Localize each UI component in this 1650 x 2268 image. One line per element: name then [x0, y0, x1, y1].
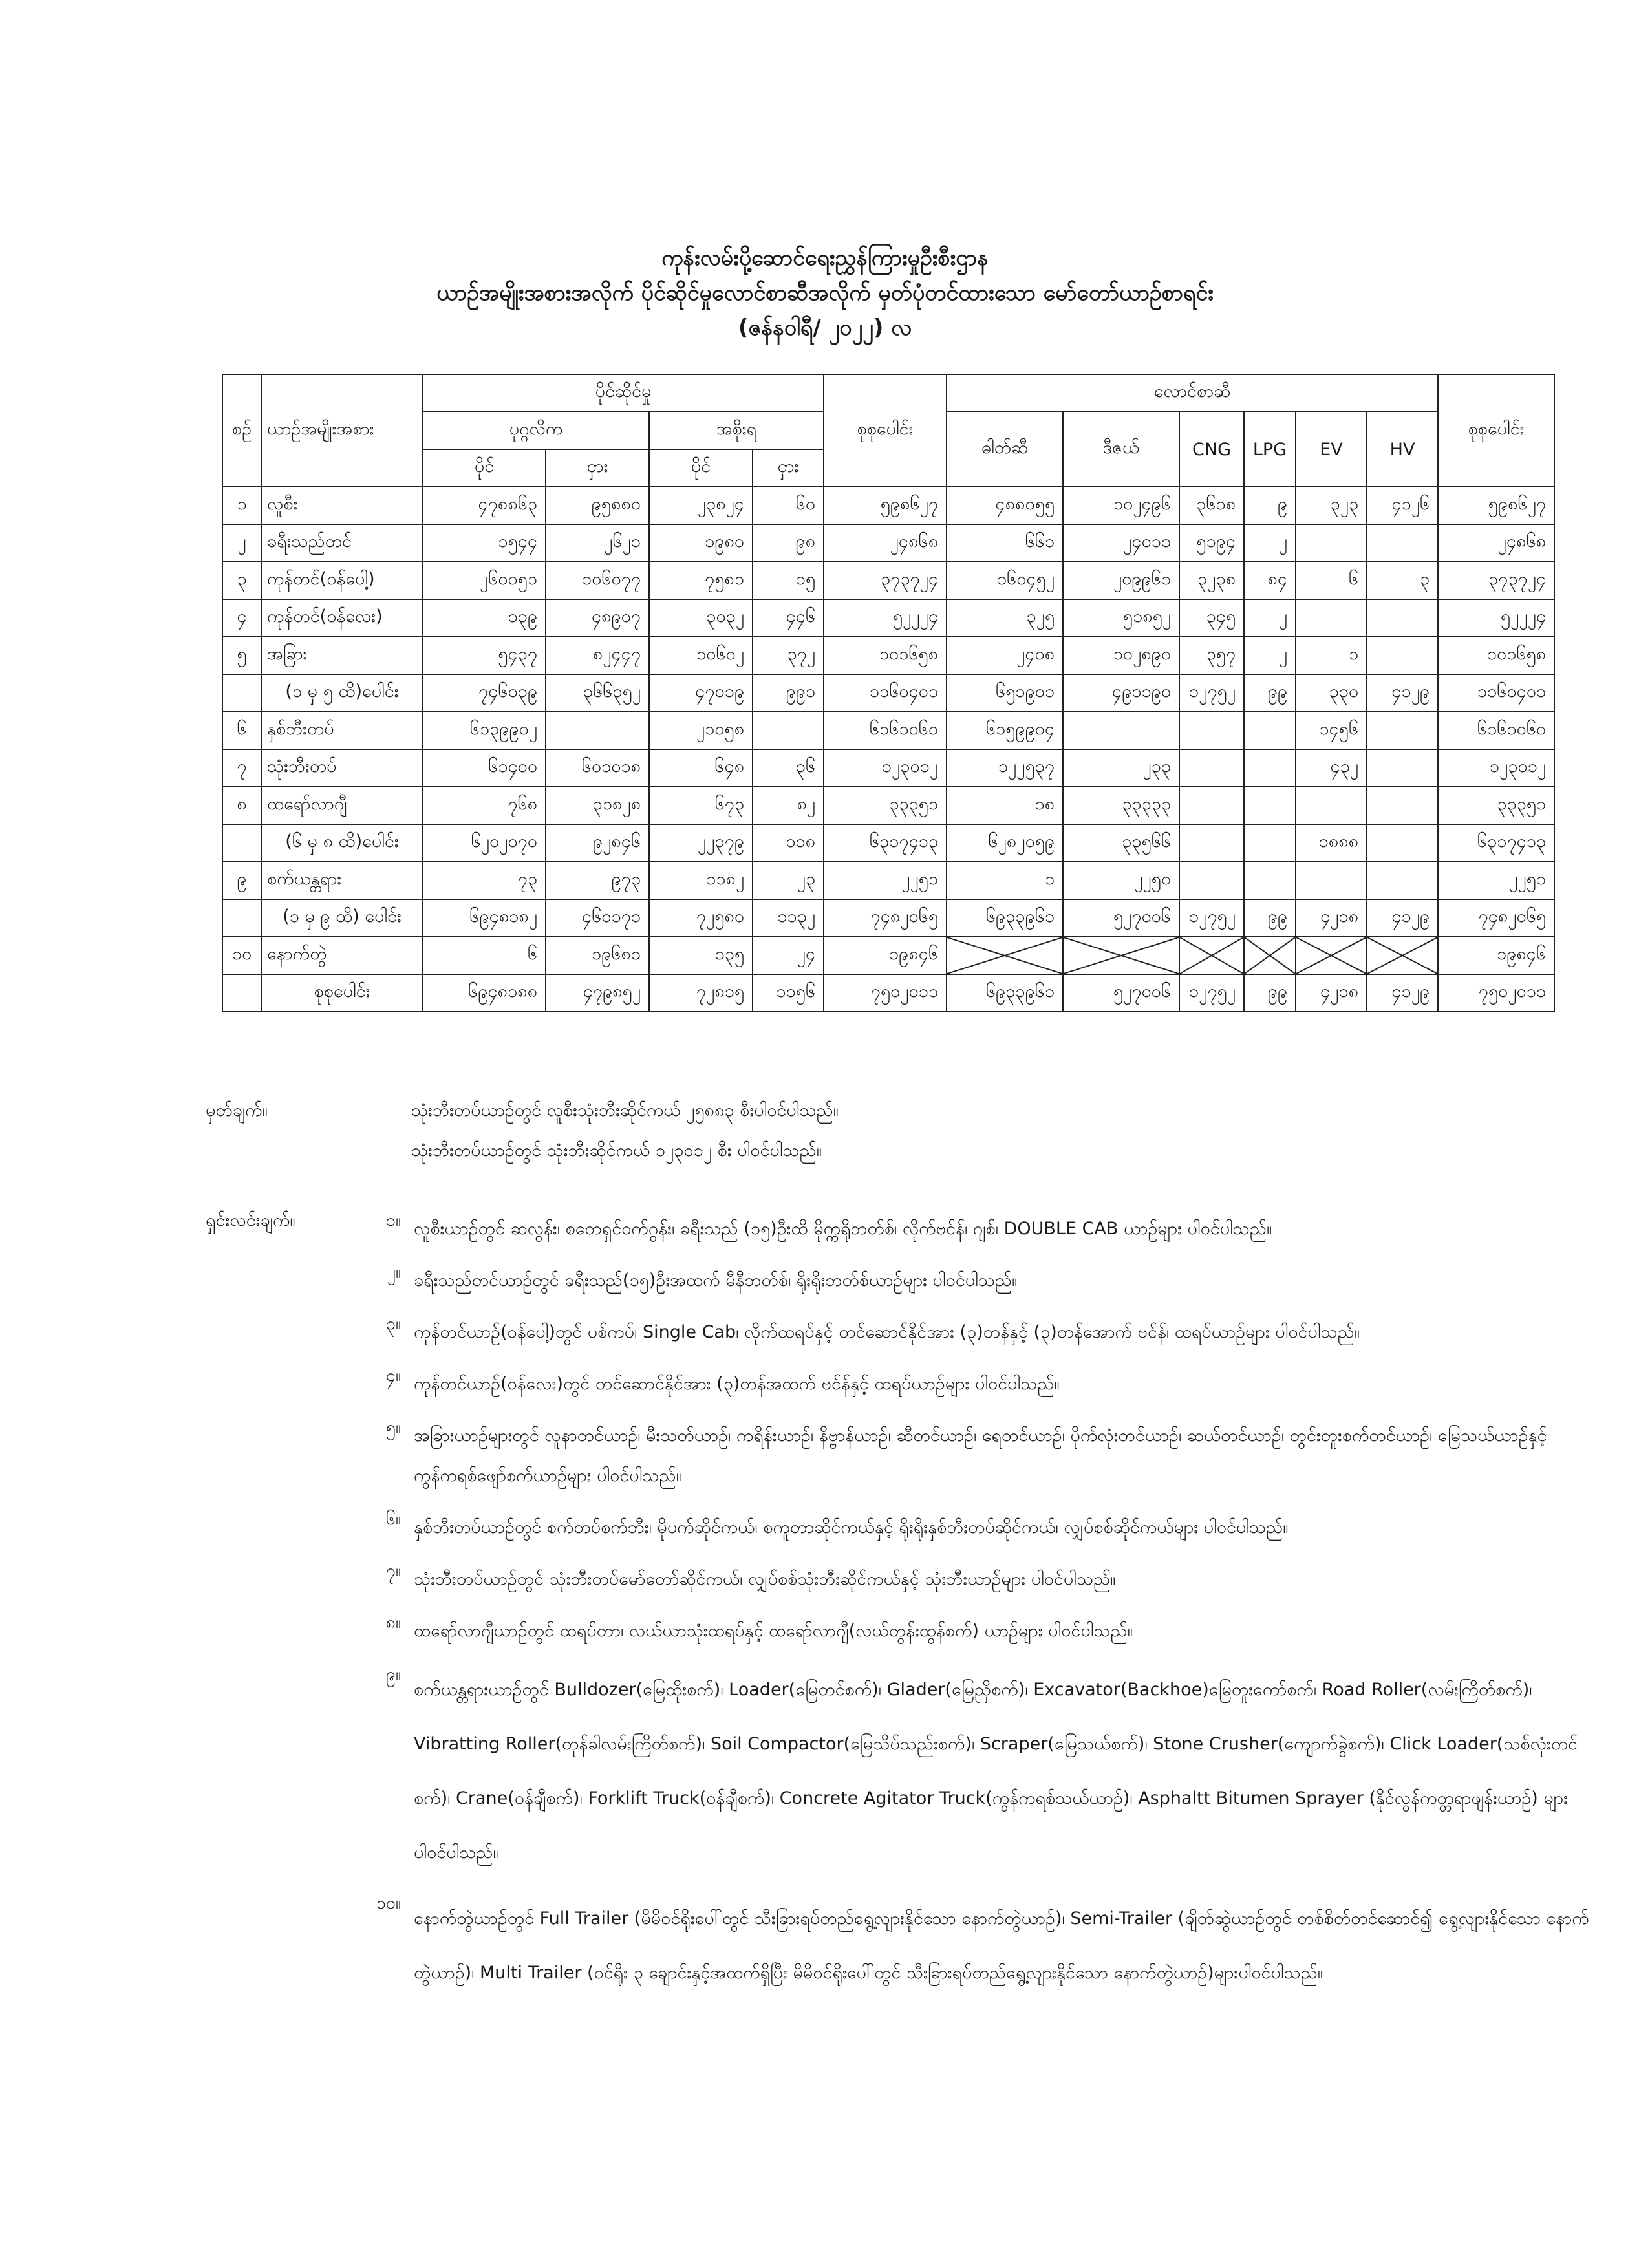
- report-period: (ဇန်နဝါရီ/ ၂၀၂၂) လ: [738, 315, 912, 341]
- cell-ev: ၃၃၀: [1296, 674, 1367, 712]
- row-number: ၄: [222, 599, 261, 637]
- explanation-number: ၅။: [385, 1417, 401, 1437]
- table-row: [222, 637, 1554, 674]
- cell-private-rented: [546, 712, 649, 749]
- row-number: [222, 974, 261, 1012]
- cell-grand-total: ၇၅၀၂၀၁၁: [1438, 974, 1554, 1012]
- header-total: စုစုပေါင်း: [824, 374, 947, 487]
- cell-petrol: ၁၂၂၅၃၇: [947, 749, 1063, 787]
- explanations-label: ရှင်းလင်းချက်။: [206, 1210, 295, 1230]
- cell-total: ၂၂၅၁: [824, 862, 947, 899]
- table-row: [222, 599, 1554, 637]
- cell-lpg: ၂: [1244, 637, 1296, 674]
- explanation-text: နောက်တွဲယာဉ်တွင် Full Trailer (မိမိဝင်ရိုးပေါ်တွင် သီးခြားရပ်တည်ရွေ့လျားနိုင်သော နောက်တွဲယာဉ်)၊ Semi-Trailer (ချိတ်ဆွဲယာဉ်တွင် တစ်စိတ်တင်ဆောင်၍ ရွေ့လျားနိုင်သော နောက်တွဲယာဉ်)၊ Multi Trailer (ဝင်ရိုး ၃ ချောင်းနှင့်အထက်ရှိပြီး မိမိဝင်ရိုးပေါ်တွင် သီးခြားရပ်တည်ရွေ့လျားနိုင်သော နောက်တွဲယာဉ်)များပါဝင်ပါသည်။: [414, 1909, 1589, 1983]
- cell-hv: ၄၁၂၉: [1367, 974, 1438, 1012]
- cell-government-owned: ၇၂၅၈၀: [649, 899, 753, 937]
- cell-private-owned: ၄၇၈၈၆၃: [423, 487, 546, 524]
- cell-government-rented: ၁၁၃၂: [753, 899, 824, 937]
- explanation-text: ကုန်တင်ယာဉ်(ဝန်ပေါ့)တွင် ပစ်ကပ်၊ Single Cab၊ လိုက်ထရပ်နှင့် တင်ဆောင်နိုင်အား (၃)တန်နှင့် (၃)တန်အောက် ဗင်န်၊ ထရပ်ယာဉ်များ ပါဝင်ပါသည်။: [414, 1322, 1360, 1342]
- row-vehicle-type: စက်ယန္တရား: [261, 862, 423, 899]
- report-title: ယာဉ်အမျိုးအစားအလိုက် ပိုင်ဆိုင်မှုလောင်စာဆီအလိုက် မှတ်ပုံတင်ထားသော မော်တော်ယာဉ်စာရင်း: [436, 280, 1214, 306]
- cell-diesel: ၂၄၀၁၁: [1063, 524, 1179, 562]
- cell-government-owned: ၁၃၅: [649, 937, 753, 974]
- cell-lpg: ၂: [1244, 599, 1296, 637]
- cell-private-rented: ၃၁၈၂၈: [546, 787, 649, 824]
- cell-government-owned: ၆၄၈: [649, 749, 753, 787]
- row-number: [222, 899, 261, 937]
- cell-cng: ၃၄၅: [1179, 599, 1244, 637]
- cell-hv: [1367, 824, 1438, 862]
- table-row: [222, 524, 1554, 562]
- cell-total: ၃၇၃၇၂၄: [824, 562, 947, 599]
- cell-lpg: [1244, 787, 1296, 824]
- cell-government-owned: ၄၇၀၁၉: [649, 674, 753, 712]
- row-vehicle-type: အခြား: [261, 637, 423, 674]
- cell-petrol: [947, 937, 1063, 974]
- explanation-number: ၃။: [385, 1314, 401, 1334]
- cell-ev: [1296, 524, 1367, 562]
- row-vehicle-type: (၁ မှ ၅ ထိ)ပေါင်း: [261, 674, 423, 712]
- cell-private-rented: ၃၆၆၃၅၂: [546, 674, 649, 712]
- table-row: [222, 674, 1554, 712]
- cell-diesel: [1063, 937, 1179, 974]
- cell-private-owned: ၂၆၀၀၅၁: [423, 562, 546, 599]
- crossed-out-mark: [1296, 937, 1366, 974]
- table-row: [222, 562, 1554, 599]
- cell-hv: ၄၁၂၉: [1367, 674, 1438, 712]
- table-body: [222, 487, 1554, 1012]
- cell-private-owned: ၆၂၀၂၀၇၀: [423, 824, 546, 862]
- cell-grand-total: ၁၁၆၀၄၀၁: [1438, 674, 1554, 712]
- cell-grand-total: ၆၃၁၇၄၁၃: [1438, 824, 1554, 862]
- cell-private-rented: ၉၅၈၈၀: [546, 487, 649, 524]
- header-government-rented: ငှား: [753, 449, 824, 487]
- cell-diesel: ၂၀၉၉၆၁: [1063, 562, 1179, 599]
- cell-government-owned: ၁၀၆၀၂: [649, 637, 753, 674]
- cell-lpg: ၂: [1244, 524, 1296, 562]
- explanation-text: အခြားယာဉ်များတွင် လူနာတင်ယာဉ်၊ မီးသတ်ယာဉ်၊ ကရိန်းယာဉ်၊ နိဗ္ဗာန်ယာဉ်၊ ဆီတင်ယာဉ်၊ ရေတင်ယာဉ်၊ ပိုက်လုံးတင်ယာဉ်၊ ဆယ်တင်ယာဉ်၊ တွင်းတူးစက်တင်ယာဉ်၊ မြေသယ်ယာဉ်နှင့် ကွန်ကရစ်ဖျော်စက်ယာဉ်များ ပါဝင်ပါသည်။: [414, 1426, 1547, 1486]
- cell-cng: [1179, 824, 1244, 862]
- cell-government-owned: ၁၉၈၀: [649, 524, 753, 562]
- cell-total: ၇၄၈၂၀၆၅: [824, 899, 947, 937]
- explanation-number: ၁။: [385, 1210, 401, 1230]
- explanation-number: ၆။: [385, 1509, 401, 1529]
- cell-diesel: ၁၀၂၈၉၀: [1063, 637, 1179, 674]
- cell-ev: ၄၂၁၈: [1296, 899, 1367, 937]
- cell-ev: ၃၂၃: [1296, 487, 1367, 524]
- cell-petrol: ၃၂၅: [947, 599, 1063, 637]
- cell-lpg: ၉: [1244, 487, 1296, 524]
- cell-private-owned: ၆၉၄၈၁၈၈: [423, 974, 546, 1012]
- cell-hv: ၃: [1367, 562, 1438, 599]
- row-vehicle-type: စုစုပေါင်း: [261, 974, 423, 1012]
- vehicle-registration-table: [222, 374, 1555, 1012]
- row-number: ၅: [222, 637, 261, 674]
- cell-ev: ၁၄၅၆: [1296, 712, 1367, 749]
- cell-hv: [1367, 599, 1438, 637]
- row-number: ၉: [222, 862, 261, 899]
- department-title: ကုန်းလမ်းပို့ဆောင်ရေးညွှန်ကြားမှုဦးစီးဌာန: [661, 245, 989, 271]
- explanation-number: ၈။: [385, 1612, 401, 1632]
- cell-government-rented: ၂၄: [753, 937, 824, 974]
- cell-total: ၆၁၆၁၀၆၀: [824, 712, 947, 749]
- table-row: [222, 712, 1554, 749]
- cell-government-owned: ၆၇၃: [649, 787, 753, 824]
- cell-diesel: ၃၃၃၃၃: [1063, 787, 1179, 824]
- explanation-text: နှစ်ဘီးတပ်ယာဉ်တွင် စက်တပ်စက်ဘီး၊ မိုပက်ဆိုင်ကယ်၊ စကူတာဆိုင်ကယ်နှင့် ရိုးရိုးနှစ်ဘီးတပ်ဆိုင်ကယ်၊ လျှပ်စစ်ဆိုင်ကယ်များ ပါဝင်ပါသည်။: [414, 1517, 1289, 1537]
- cell-petrol: ၁: [947, 862, 1063, 899]
- cell-total: ၂၄၈၆၈: [824, 524, 947, 562]
- row-vehicle-type: သုံးဘီးတပ်: [261, 749, 423, 787]
- cell-government-owned: ၁၁၈၂: [649, 862, 753, 899]
- header-cng: CNG: [1179, 412, 1244, 487]
- cell-ev: [1296, 787, 1367, 824]
- cell-lpg: [1244, 712, 1296, 749]
- cell-private-rented: ၆၀၁၀၁၈: [546, 749, 649, 787]
- cell-total: ၁၀၁၆၅၈: [824, 637, 947, 674]
- cell-grand-total: ၇၄၈၂၀၆၅: [1438, 899, 1554, 937]
- cell-government-owned: ၂၁၀၅၈: [649, 712, 753, 749]
- row-vehicle-type: (၁ မှ ၉ ထိ) ပေါင်း: [261, 899, 423, 937]
- cell-cng: ၁၂၇၅၂: [1179, 674, 1244, 712]
- cell-hv: [1367, 862, 1438, 899]
- cell-lpg: ၉၉: [1244, 974, 1296, 1012]
- header-government: အစိုးရ: [649, 412, 824, 449]
- cell-government-rented: ၉၉၁: [753, 674, 824, 712]
- cell-private-rented: ၉၂၈၄၆: [546, 824, 649, 862]
- cell-government-rented: ၂၃: [753, 862, 824, 899]
- cell-cng: ၅၁၉၄: [1179, 524, 1244, 562]
- cell-government-owned: ၃၀၃၂: [649, 599, 753, 637]
- cell-cng: ၃၂၃၈: [1179, 562, 1244, 599]
- explanation-item: [323, 1611, 1603, 1651]
- header-vehicle-type: ယာဉ်အမျိုးအစား: [261, 374, 423, 487]
- notes-section: [206, 1099, 1596, 1179]
- cell-grand-total: ၁၉၈၄၆: [1438, 937, 1554, 974]
- cell-diesel: ၅၂၇၀၀၆: [1063, 974, 1179, 1012]
- explanation-text: ထရော်လာဂျီယာဉ်တွင် ထရပ်တာ၊ လယ်ယာသုံးထရပ်နှင့် ထရော်လာဂျီ(လယ်တွန်းထွန်စက်) ယာဉ်များ ပါဝင်ပါသည်။: [414, 1621, 1133, 1641]
- row-number: ၇: [222, 749, 261, 787]
- row-number: ၃: [222, 562, 261, 599]
- cell-lpg: [1244, 937, 1296, 974]
- document-title-block: [0, 241, 1650, 345]
- header-fuel: လောင်စာဆီ: [947, 374, 1438, 412]
- cell-hv: ၄၁၂၉: [1367, 899, 1438, 937]
- cell-ev: [1296, 937, 1367, 974]
- explanation-number: ၂။: [387, 1262, 401, 1282]
- cell-ev: [1296, 862, 1367, 899]
- crossed-out-mark: [947, 937, 1062, 974]
- cell-private-rented: ၄၇၉၈၅၂: [546, 974, 649, 1012]
- cell-private-rented: ၁၉၆၈၁: [546, 937, 649, 974]
- explanation-item: [323, 1261, 1603, 1301]
- cell-hv: ၄၁၂၆: [1367, 487, 1438, 524]
- table-row: [222, 824, 1554, 862]
- cell-grand-total: ၃၃၃၅၁: [1438, 787, 1554, 824]
- cell-petrol: ၆၂၈၂၀၅၉: [947, 824, 1063, 862]
- cell-private-owned: ၇၄၆၀၃၉: [423, 674, 546, 712]
- cell-cng: [1179, 712, 1244, 749]
- cell-private-rented: ၄၆၀၁၇၁: [546, 899, 649, 937]
- cell-private-owned: ၆: [423, 937, 546, 974]
- table-row: [222, 487, 1554, 524]
- cell-cng: [1179, 749, 1244, 787]
- cell-private-rented: ၁၀၆၀၇၇: [546, 562, 649, 599]
- cell-government-owned: ၂၃၈၂၄: [649, 487, 753, 524]
- cell-government-owned: ၇၂၈၁၅: [649, 974, 753, 1012]
- cell-government-rented: ၈၂: [753, 787, 824, 824]
- header-private-rented: ငှား: [546, 449, 649, 487]
- cell-petrol: ၆၉၃၃၉၆၁: [947, 899, 1063, 937]
- cell-private-owned: ၆၁၃၉၉၀၂: [423, 712, 546, 749]
- explanation-text: လူစီးယာဉ်တွင် ဆလွန်း၊ စတေရှင်ဝက်ဂွန်း၊ ခရီးသည် (၁၅)ဦးထိ မိုက္ကရိုဘတ်စ်၊ လိုက်ဗင်န်၊ ဂျစ်၊ DOUBLE CAB ယာဉ်များ ပါဝင်ပါသည်။: [414, 1219, 1272, 1239]
- cell-petrol: ၆၅၁၉၀၁: [947, 674, 1063, 712]
- explanation-item: [323, 1364, 1603, 1404]
- header-no: စဉ်: [222, 374, 261, 487]
- cell-private-owned: ၅၄၃၇: [423, 637, 546, 674]
- crossed-out-mark: [1245, 937, 1295, 974]
- cell-hv: [1367, 749, 1438, 787]
- cell-government-rented: ၁၅: [753, 562, 824, 599]
- cell-diesel: ၂၃၃: [1063, 749, 1179, 787]
- header-petrol: ဓါတ်ဆီ: [947, 412, 1063, 487]
- cell-grand-total: ၁၀၁၆၅၈: [1438, 637, 1554, 674]
- row-vehicle-type: လူစီး: [261, 487, 423, 524]
- row-vehicle-type: ခရီးသည်တင်: [261, 524, 423, 562]
- cell-diesel: ၃၃၅၆၆: [1063, 824, 1179, 862]
- row-number: ၁: [222, 487, 261, 524]
- row-number: [222, 674, 261, 712]
- cell-cng: ၃၅၇: [1179, 637, 1244, 674]
- cell-private-rented: ၈၂၄၄၇: [546, 637, 649, 674]
- cell-lpg: ၉၉: [1244, 899, 1296, 937]
- cell-government-rented: ၆၀: [753, 487, 824, 524]
- row-vehicle-type: ကုန်တင်(ဝန်လေး): [261, 599, 423, 637]
- row-number: ၂: [222, 524, 261, 562]
- cell-government-rented: ၄၄၆: [753, 599, 824, 637]
- cell-private-owned: ၁၅၄၄: [423, 524, 546, 562]
- cell-private-owned: ၆၉၄၈၁၈၂: [423, 899, 546, 937]
- cell-grand-total: ၂၄၈၆၈: [1438, 524, 1554, 562]
- cell-petrol: ၁၈: [947, 787, 1063, 824]
- cell-grand-total: ၅၉၈၆၂၇: [1438, 487, 1554, 524]
- cell-lpg: ၉၉: [1244, 674, 1296, 712]
- cell-private-owned: ၁၃၉: [423, 599, 546, 637]
- explanation-item: [323, 1892, 1603, 2000]
- cell-hv: [1367, 937, 1438, 974]
- cell-diesel: [1063, 712, 1179, 749]
- row-number: ၆: [222, 712, 261, 749]
- cell-lpg: [1244, 749, 1296, 787]
- cell-total: ၅၂၂၂၄: [824, 599, 947, 637]
- header-government-owned: ပိုင်: [649, 449, 753, 487]
- table-row: [222, 974, 1554, 1012]
- cell-grand-total: ၃၇၃၇၂၄: [1438, 562, 1554, 599]
- cell-lpg: [1244, 824, 1296, 862]
- row-vehicle-type: (၆ မှ ၈ ထိ)ပေါင်း: [261, 824, 423, 862]
- cell-grand-total: ၅၂၂၂၄: [1438, 599, 1554, 637]
- row-vehicle-type: ကုန်တင်(ဝန်ပေါ့): [261, 562, 423, 599]
- cell-total: ၇၅၀၂၀၁၁: [824, 974, 947, 1012]
- header-diesel: ဒီဇယ်: [1063, 412, 1179, 487]
- cell-lpg: ၈၄: [1244, 562, 1296, 599]
- cell-hv: [1367, 712, 1438, 749]
- cell-total: ၃၃၃၅၁: [824, 787, 947, 824]
- table-row: [222, 749, 1554, 787]
- header-lpg: LPG: [1244, 412, 1296, 487]
- cell-diesel: ၂၂၅၀: [1063, 862, 1179, 899]
- explanation-number: ၁၀။: [376, 1893, 401, 1913]
- row-number: ၈: [222, 787, 261, 824]
- cell-private-rented: ၄၈၉၀၇: [546, 599, 649, 637]
- cell-total: ၁၂၃၀၁၂: [824, 749, 947, 787]
- cell-cng: [1179, 862, 1244, 899]
- cell-diesel: ၄၉၁၁၉၀: [1063, 674, 1179, 712]
- explanations-list: [323, 1209, 1603, 2012]
- cell-cng: ၁၂၇၅၂: [1179, 974, 1244, 1012]
- cell-ev: ၁: [1296, 637, 1367, 674]
- header-private-owned: ပိုင်: [423, 449, 546, 487]
- cell-private-rented: ၉၇၃: [546, 862, 649, 899]
- cell-lpg: [1244, 862, 1296, 899]
- header-hv: HV: [1367, 412, 1438, 487]
- row-vehicle-type: နှစ်ဘီးတပ်: [261, 712, 423, 749]
- note-row-1: [206, 1099, 1596, 1139]
- explanation-item: [323, 1416, 1603, 1496]
- explanation-text: သုံးဘီးတပ်ယာဉ်တွင် သုံးဘီးတပ်မော်တော်ဆိုင်ကယ်၊ လျှပ်စစ်သုံးဘီးဆိုင်ကယ်နှင့် သုံးဘီးယာဉ်များ ပါဝင်ပါသည်။: [414, 1569, 1116, 1589]
- note-text-2: သုံးဘီးတပ်ယာဉ်တွင် သုံးဘီးဆိုင်ကယ် ၁၂၃၀၁၂ စီး ပါဝင်ပါသည်။: [411, 1140, 822, 1161]
- explanation-number: ၇။: [385, 1561, 401, 1581]
- cell-government-rented: ၃၆: [753, 749, 824, 787]
- cell-hv: [1367, 787, 1438, 824]
- cell-hv: [1367, 637, 1438, 674]
- cell-government-rented: [753, 712, 824, 749]
- row-vehicle-type: နောက်တွဲ: [261, 937, 423, 974]
- explanation-text: စက်ယန္တရားယာဉ်တွင် Bulldozer(မြေထိုးစက်)၊ Loader(မြေတင်စက်)၊ Glader(မြေညှိစက်)၊ Excavator(Backhoe)မြေတူးကော်စက်၊ Road Roller(လမ်းကြိတ်စက်)၊ Vibratting Roller(တုန်ခါလမ်းကြိတ်စက်)၊ Soil Compactor(မြေသိပ်သည်းစက်)၊ Scraper(မြေသယ်စက်)၊ Stone Crusher(ကျောက်ခွဲစက်)၊ Click Loader(သစ်လုံးတင်စက်)၊ Crane(ဝန်ချီစက်)၊ Forklift Truck(ဝန်ချီစက်)၊ Concrete Agitator Truck(ကွန်ကရစ်သယ်ယာဉ်)၊ Asphaltt Bitumen Sprayer (နိုင်လွန်ကတ္တရာဖျန်းယာဉ်) များ ပါဝင်ပါသည်။: [414, 1680, 1578, 1863]
- crossed-out-mark: [1180, 937, 1243, 974]
- row-number: [222, 824, 261, 862]
- explanation-item: [323, 1508, 1603, 1548]
- cell-cng: ၃၆၁၈: [1179, 487, 1244, 524]
- cell-petrol: ၆၆၁: [947, 524, 1063, 562]
- cell-grand-total: ၂၂၅၁: [1438, 862, 1554, 899]
- cell-government-owned: ၂၂၃၇၉: [649, 824, 753, 862]
- explanation-number: ၄။: [385, 1365, 401, 1385]
- cell-grand-total: ၁၂၃၀၁၂: [1438, 749, 1554, 787]
- table-row: [222, 937, 1554, 974]
- cell-cng: [1179, 787, 1244, 824]
- cell-hv: [1367, 524, 1438, 562]
- cell-diesel: ၅၁၈၅၂: [1063, 599, 1179, 637]
- explanation-item: [323, 1312, 1603, 1353]
- cell-diesel: ၅၂၇၀၀၆: [1063, 899, 1179, 937]
- cell-cng: [1179, 937, 1244, 974]
- cell-private-owned: ၇၆၈: [423, 787, 546, 824]
- cell-total: ၅၉၈၆၂၇: [824, 487, 947, 524]
- crossed-out-mark: [1367, 937, 1437, 974]
- table-row: [222, 787, 1554, 824]
- cell-ev: ၄၂၁၈: [1296, 974, 1367, 1012]
- cell-government-rented: ၁၁၈: [753, 824, 824, 862]
- cell-petrol: ၆၉၃၃၉၆၁: [947, 974, 1063, 1012]
- cell-government-rented: ၁၁၅၆: [753, 974, 824, 1012]
- note-text-1: သုံးဘီးတပ်ယာဉ်တွင် လူစီးသုံးဘီးဆိုင်ကယ် ၂၅၈၈၃ စီးပါဝင်ပါသည်။: [411, 1100, 839, 1120]
- table-row: [222, 899, 1554, 937]
- cell-government-rented: ၃၇၂: [753, 637, 824, 674]
- cell-ev: ၄၃၂: [1296, 749, 1367, 787]
- cell-petrol: ၂၄၀၈: [947, 637, 1063, 674]
- cell-total: ၆၃၁၇၄၁၃: [824, 824, 947, 862]
- cell-ev: [1296, 599, 1367, 637]
- cell-petrol: ၄၈၈၀၅၅: [947, 487, 1063, 524]
- cell-total: ၁၁၆၀၄၀၁: [824, 674, 947, 712]
- explanation-text: ခရီးသည်တင်ယာဉ်တွင် ခရီးသည်(၁၅)ဦးအထက် မီနီဘတ်စ်၊ ရိုးရိုးဘတ်စ်ယာဉ်များ ပါဝင်ပါသည်။: [414, 1270, 1018, 1290]
- cell-diesel: ၁၀၂၄၉၆: [1063, 487, 1179, 524]
- explanation-item: [323, 1559, 1603, 1599]
- crossed-out-mark: [1064, 937, 1179, 974]
- cell-ev: ၁၈၈၈: [1296, 824, 1367, 862]
- cell-total: ၁၉၈၄၆: [824, 937, 947, 974]
- explanation-item: [323, 1209, 1603, 1249]
- header-ownership: ပိုင်ဆိုင်မှု: [423, 374, 824, 412]
- cell-private-owned: ၇၃: [423, 862, 546, 899]
- header-grand-total: စုစုပေါင်း: [1438, 374, 1554, 487]
- explanation-number: ၉။: [385, 1664, 401, 1684]
- cell-government-rented: ၉၈: [753, 524, 824, 562]
- note-row-2: [206, 1139, 1596, 1179]
- header-ev: EV: [1296, 412, 1367, 487]
- cell-ev: ၆: [1296, 562, 1367, 599]
- table-row: [222, 862, 1554, 899]
- cell-petrol: ၆၁၅၉၉၀၄: [947, 712, 1063, 749]
- explanation-item: [323, 1663, 1603, 1880]
- header-private: ပုဂ္ဂလိက: [423, 412, 649, 449]
- cell-private-rented: ၂၆၂၁: [546, 524, 649, 562]
- row-vehicle-type: ထရော်လာဂျီ: [261, 787, 423, 824]
- row-number: ၁၀: [222, 937, 261, 974]
- cell-private-owned: ၆၁၄၀၀: [423, 749, 546, 787]
- explanation-text: ကုန်တင်ယာဉ်(ဝန်လေး)တွင် တင်ဆောင်နိုင်အား (၃)တန်အထက် ဗင်န်နှင့် ထရပ်ယာဉ်များ ပါဝင်ပါသည်။: [414, 1374, 1060, 1394]
- cell-petrol: ၁၆၀၄၅၂: [947, 562, 1063, 599]
- cell-grand-total: ၆၁၆၁၀၆၀: [1438, 712, 1554, 749]
- cell-cng: ၁၂၇၅၂: [1179, 899, 1244, 937]
- notes-label: မှတ်ချက်။: [206, 1100, 268, 1120]
- cell-government-owned: ၇၅၈၁: [649, 562, 753, 599]
